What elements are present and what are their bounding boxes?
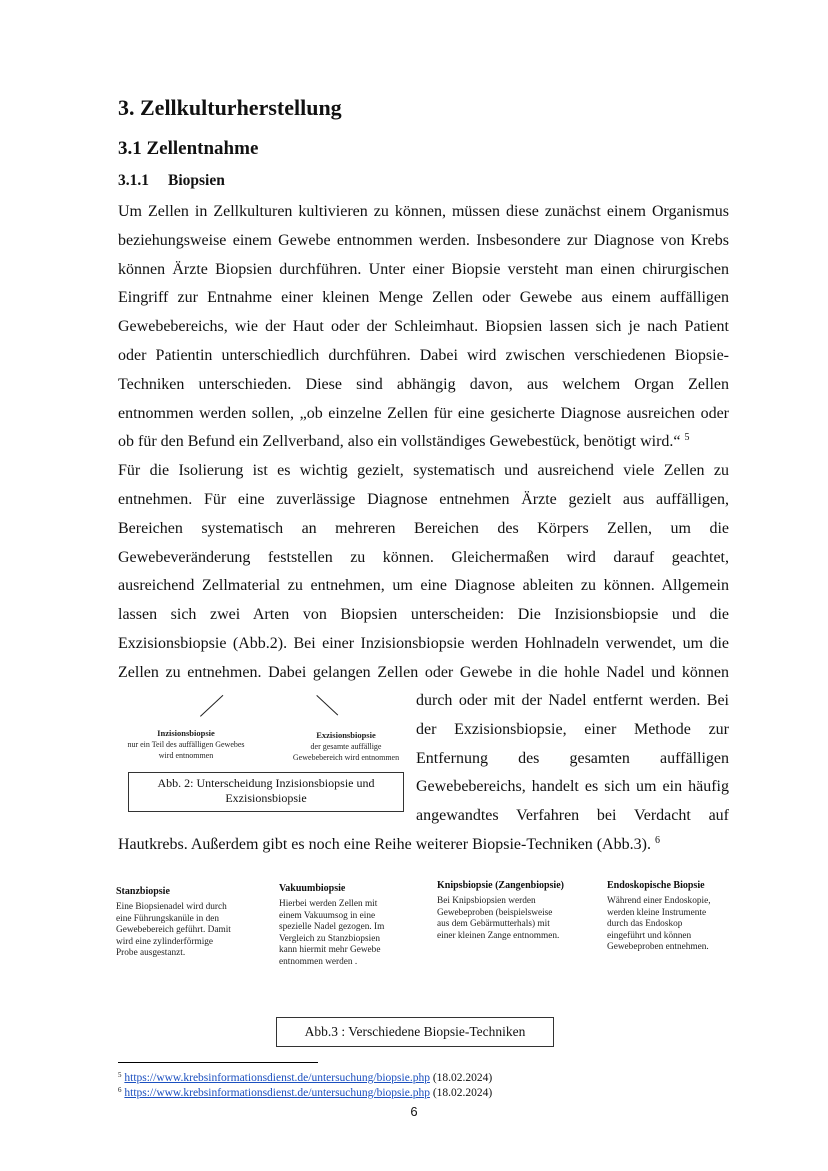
page-number: 6	[410, 1104, 418, 1119]
footnote-number: 6	[118, 1086, 122, 1094]
text-line: durch oder mit der Nadel entfernt werden. Bei	[416, 692, 729, 709]
figure-2-caption	[128, 772, 404, 812]
text-line: können Ärzte Biopsien durchführen. Unter einer Biopsie versteht man einen chirurgischen	[118, 260, 729, 278]
text-line: Exzisionsbiopsie (Abb.2). Bei einer Inzisionsbiopsie werden Hohlnadeln verwendet, um die	[118, 634, 729, 652]
subsection-heading	[118, 172, 225, 190]
technique-desc: Bei Knipsbiopsien werden Gewebeproben (beispielsweise aus dem Gebärmutterhals) mit einer kleinen Zange entnommen.	[437, 896, 560, 941]
incision-label	[118, 728, 254, 761]
incision-needle-line	[200, 695, 223, 717]
technique-desc: Hierbei werden Zellen mit einem Vakuumsog in eine spezielle Nadel gezogen. Im Vergleich zu Stanzbiopsien kann hiermit mehr Gewebe entnommen werden .	[279, 899, 385, 967]
text-line: Gewebeveränderung feststellen zu können. Gleichermaßen wird darauf geachtet,	[118, 548, 729, 566]
technique-desc: Während einer Endoskopie, werden kleine Instrumente durch das Endoskop eingeführt und können Gewebeproben entnehmen.	[607, 896, 711, 952]
chapter-heading: 3. Zellkulturherstellung	[118, 95, 342, 120]
closing-paragraph	[118, 831, 729, 860]
text-line: ob für den Befund ein Zellverband, also ein vollständiges Gewebestück, benötigt wird.“	[118, 433, 681, 451]
text-line: Zellen zu entnehmen. Dabei gelangen Zellen oder Gewebe in die hohle Nadel und können	[118, 663, 729, 681]
text-line: Techniken unterschieden. Diese sind abhängig davon, aus welchem Organ Zellen	[118, 375, 729, 393]
incision-desc-2: wird entnommen	[158, 751, 214, 760]
text-line: Gewebebereichs, wie der Haut oder der Schleimhaut. Biopsien lassen sich je nach Patient	[118, 318, 729, 336]
excision-desc-2: Gewebebereich wird entnommen	[292, 753, 400, 762]
subsection-number: 3.1.1	[118, 172, 149, 189]
text-line: Bereichen systematisch an mehreren Bereichen des Körpers Zellen, um die	[118, 519, 729, 537]
footnote-link[interactable]: https://www.krebsinformationsdienst.de/untersuchung/biopsie.php	[124, 1072, 430, 1084]
incision-title: Inzisionsbiopsie	[157, 728, 215, 738]
footnote-number: 5	[118, 1071, 122, 1079]
figure-2-caption-line-1: Abb. 2: Unterscheidung Inzisionsbiopsie und	[157, 776, 375, 790]
text-line: Entfernung des gesamten auffälligen	[416, 749, 729, 767]
text-line: Eingriff zur Entnahme einer kleinen Menge Zellen oder Gewebe aus einem auffälligen	[118, 289, 729, 307]
text-line: oder Patientin unterschiedlich durchführen. Dabei wird zwischen verschiedenen Biopsie-	[118, 346, 729, 364]
text-line: entnommen werden sollen, „ob einzelne Zellen für eine gesicherte Diagnose ausreichen oder	[118, 404, 729, 422]
text-line: beziehungsweise einem Gewebe entnommen werden. Insbesondere zur Diagnose von Krebs	[118, 231, 729, 249]
figure-2	[118, 688, 413, 818]
excision-desc-1: der gesamte auffällige	[310, 742, 382, 751]
technique-title: Knipsbiopsie (Zangenbiopsie)	[437, 880, 564, 891]
text-line: der Exzisionsbiopsie, einer Methode zur	[416, 720, 729, 738]
footnote-link[interactable]: https://www.krebsinformationsdienst.de/untersuchung/biopsie.php	[124, 1087, 430, 1099]
footnote-ref-6[interactable]: 6	[654, 835, 660, 846]
footnote-date: (18.02.2024)	[432, 1087, 493, 1099]
technique-desc: Eine Biopsienadel wird durch eine Führungskanüle in den Gewebebereich geführt. Damit wird eine zylinderförmige Probe ausgestanzt.	[116, 902, 231, 958]
figure-3-caption	[276, 1017, 554, 1047]
text-line: Hautkrebs. Außerdem gibt es noch eine Reihe weiterer Biopsie-Techniken (Abb.3).	[118, 836, 651, 853]
side-paragraph	[416, 687, 729, 831]
technique-vakuumbiopsie	[279, 883, 429, 968]
text-line-with-footnote	[118, 428, 729, 457]
technique-knipsbiopsie	[437, 880, 597, 942]
technique-endoskopische-biopsie	[607, 880, 742, 954]
excision-needle-line	[316, 695, 338, 716]
figure-3-caption-text: Abb.3 : Verschiedene Biopsie-Techniken	[304, 1024, 526, 1039]
footnote-separator	[118, 1062, 318, 1063]
subsection-title: Biopsien	[168, 172, 225, 189]
figure-2-caption-line-2: Exzisionsbiopsie	[225, 791, 307, 805]
text-line: Für die Isolierung ist es wichtig gezielt, systematisch und ausreichend viele Zellen zu	[118, 462, 729, 480]
footnote-6	[118, 1087, 492, 1099]
excision-title: Exzisionsbiopsie	[316, 730, 376, 740]
technique-title: Stanzbiopsie	[116, 886, 170, 897]
text-line: Gewebebereichs, handelt es sich um ein häufig	[416, 778, 729, 796]
text-line: ausreichend Zellmaterial zu entnehmen, um eine Diagnose ableiten zu können. Allgemein	[118, 577, 729, 595]
text-line: Um Zellen in Zellkulturen kultivieren zu können, müssen diese zunächst einem Organismus	[118, 203, 729, 220]
technique-title: Vakuumbiopsie	[279, 883, 346, 894]
text-line: lassen sich zwei Arten von Biopsien unterscheiden: Die Inzisionsbiopsie und die	[118, 606, 729, 624]
footnote-date: (18.02.2024)	[432, 1072, 493, 1084]
text-line: angewandtes Verfahren bei Verdacht auf	[416, 807, 729, 825]
technique-title: Endoskopische Biopsie	[607, 880, 705, 891]
main-paragraph	[118, 198, 729, 688]
footnote-5	[118, 1072, 492, 1084]
excision-label	[282, 730, 410, 763]
section-heading: 3.1 Zellentnahme	[118, 138, 259, 159]
footnote-ref-5[interactable]: 5	[684, 432, 690, 444]
figure-3	[112, 880, 742, 1050]
technique-stanzbiopsie	[116, 886, 266, 960]
incision-desc-1: nur ein Teil des auffälligen Gewebes	[127, 740, 245, 749]
text-line: entnehmen. Für eine zuverlässige Diagnose entnehmen Ärzte gezielt aus auffälligen,	[118, 490, 729, 508]
